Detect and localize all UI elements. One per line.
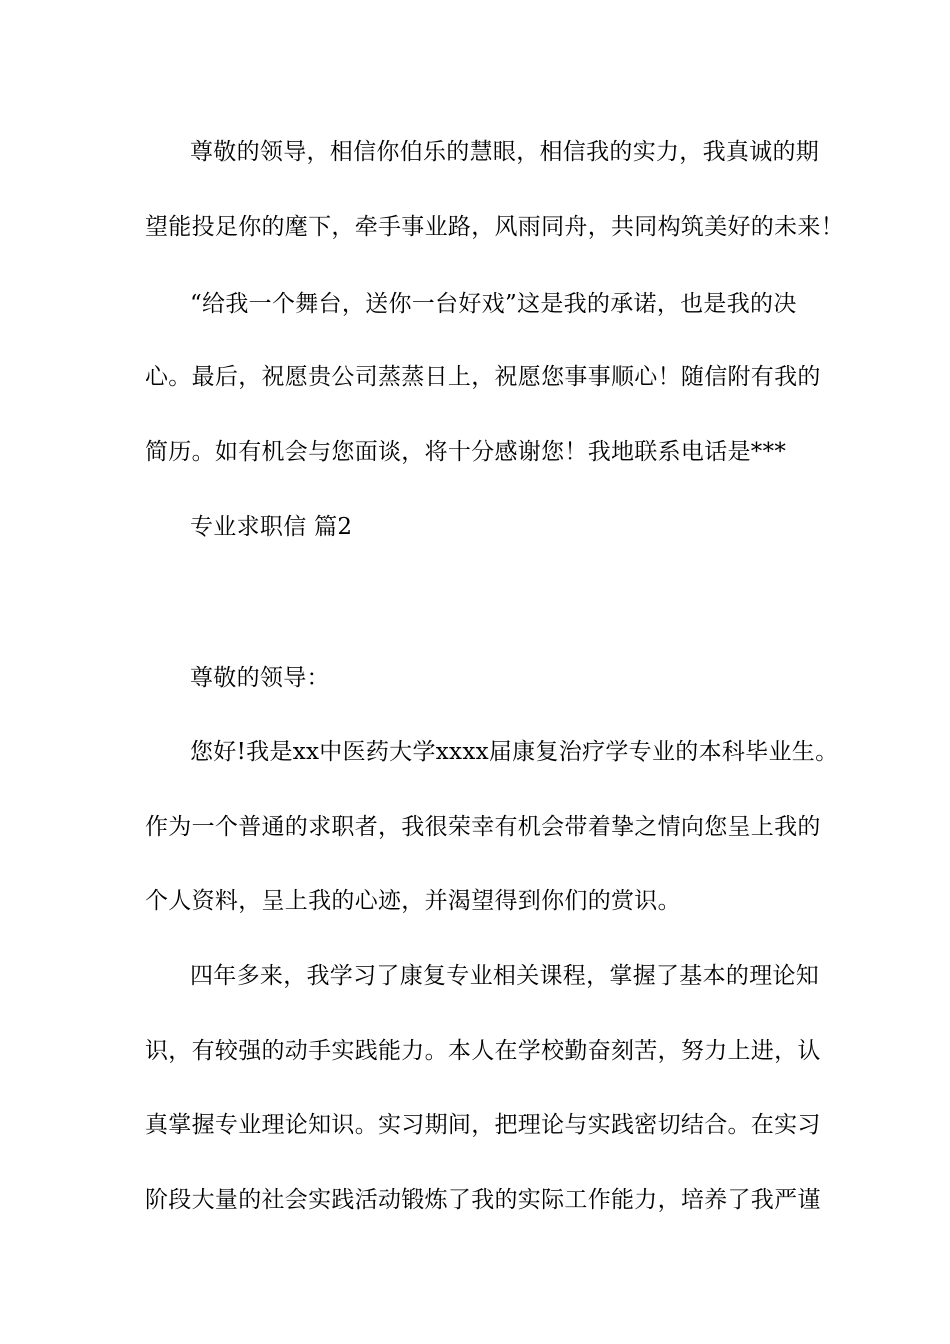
section-heading: 专业求职信 篇2 [190, 514, 353, 540]
paragraph-line: “给我一个舞台，送你一台好戏”这是我的承诺，也是我的决 [190, 291, 797, 317]
paragraph-line: 四年多来，我学习了康复专业相关课程，掌握了基本的理论知 [190, 963, 820, 989]
salutation: 尊敬的领导： [190, 665, 330, 691]
paragraph-line: 识，有较强的动手实践能力。本人在学校勤奋刻苦，努力上进，认 [145, 1038, 821, 1064]
paragraph-line: 尊敬的领导，相信你伯乐的慧眼，相信我的实力，我真诚的期 [190, 139, 820, 165]
paragraph-line: 真掌握专业理论知识。实习期间，把理论与实践密切结合。在实习 [145, 1112, 821, 1138]
paragraph-line: 您好!我是xx中医药大学xxxx届康复治疗学专业的本科毕业生。 [190, 739, 839, 765]
paragraph-line: 个人资料，呈上我的心迹，并渴望得到你们的赏识。 [145, 888, 681, 914]
paragraph-line: 阶段大量的社会实践活动锻炼了我的实际工作能力，培养了我严谨 [145, 1187, 821, 1213]
paragraph-line: 简历。如有机会与您面谈，将十分感谢您！我地联系电话是*** [145, 439, 787, 465]
paragraph-line: 望能投足你的麾下，牵手事业路，风雨同舟，共同构筑美好的未来！ [145, 214, 844, 240]
paragraph-line: 作为一个普通的求职者，我很荣幸有机会带着挚之情向您呈上我的 [145, 814, 821, 840]
paragraph-line: 心。最后，祝愿贵公司蒸蒸日上，祝愿您事事顺心！随信附有我的 [145, 364, 821, 390]
